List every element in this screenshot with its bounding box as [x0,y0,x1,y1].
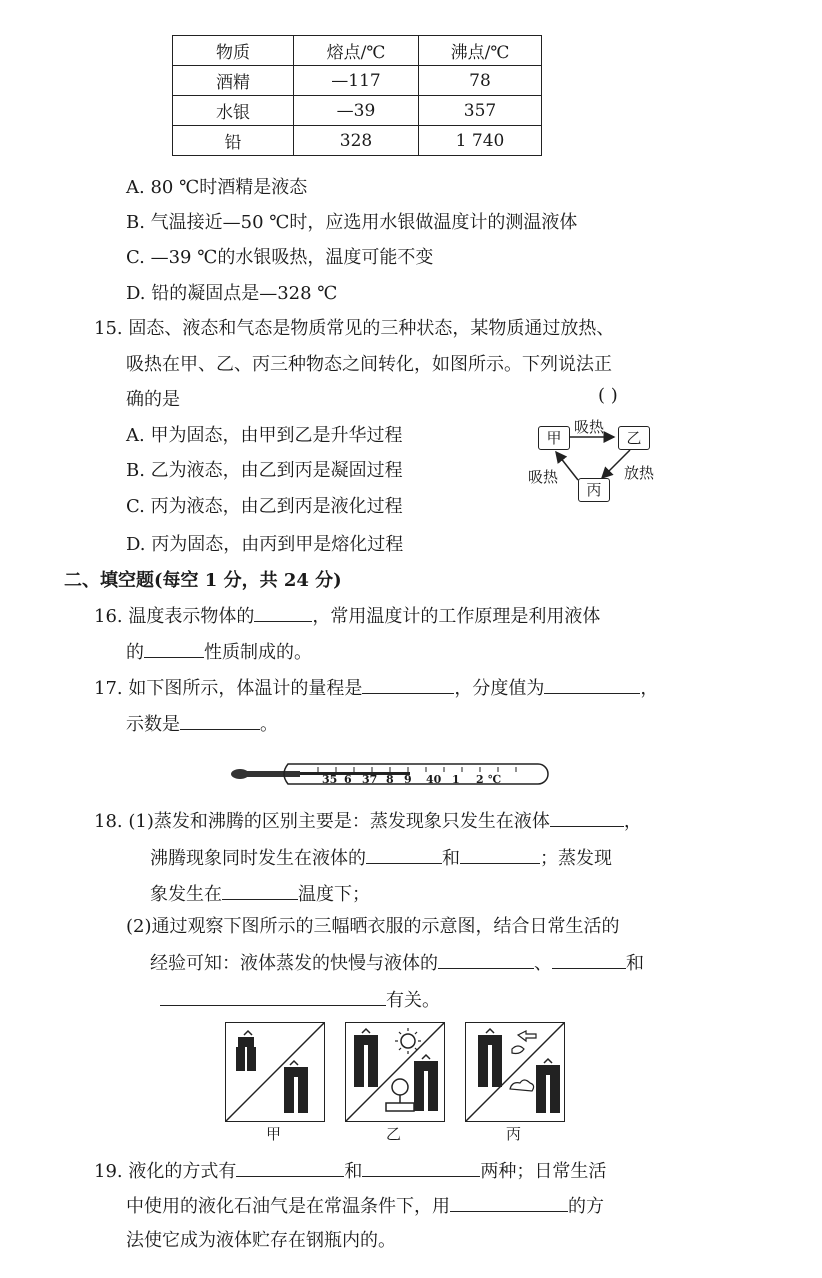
q19-text: 中使用的液化石油气是在常温条件下，用 [126,1195,450,1217]
q18-text: 、 [534,952,552,974]
q18-line3 [150,879,370,906]
scale-tick-label: 6 [344,773,352,786]
blank [366,843,442,864]
scale-tick-label: 40 [426,773,442,786]
blank [438,948,534,969]
table-row [173,96,542,126]
table-header: 熔点/℃ [294,36,419,66]
thermometer-scale [322,773,501,786]
panel-label-jia: 甲 [266,1125,282,1143]
clothes-drying-illustration [466,1023,564,1121]
drying-panel-bing [465,1022,565,1122]
blank [160,985,386,1006]
q17-text: 17. 如下图所示，体温计的量程是 [94,677,363,699]
clinical-thermometer [228,758,558,790]
q18-text: 有关。 [386,989,440,1011]
q15-line3: 确的是 [126,389,180,410]
scale-tick-label: 8 [386,773,394,786]
state-bing: 丙 [578,478,610,502]
q17-text: 。 [260,713,278,735]
blank [450,1191,568,1212]
q15-line2: 吸热在甲、乙、丙三种物态之间转化，如图所示。下列说法正 [126,354,612,375]
label-right-release: 放热 [624,464,655,482]
q16-text: 的 [126,641,144,663]
blank [544,673,640,694]
table-row [173,66,542,96]
blank [180,709,260,730]
q18-text: 象发生在 [150,883,222,905]
q17-text: 示数是 [126,713,180,735]
q16-text: 性质制成的。 [204,641,312,663]
q16-text: ，常用温度计的工作原理是利用液体 [312,605,601,627]
q15-option-a: A. 甲为固态，由甲到乙是升华过程 [126,425,403,446]
state-jia: 甲 [538,426,570,450]
q15-option-c: C. 丙为液态，由乙到丙是液化过程 [126,496,403,517]
q18-text: 和 [626,952,644,974]
table-header: 物质 [173,36,294,66]
label-left-absorb: 吸热 [528,468,559,486]
q18-text: ；蒸发现 [540,847,612,869]
blank [550,806,624,827]
q16-line1 [94,601,600,628]
q17-text: ，分度值为 [454,677,545,699]
panel-label-bing: 丙 [506,1125,522,1143]
q19-line1 [94,1156,606,1183]
q19-line3: 法使它成为液体贮存在钢瓶内的。 [126,1230,396,1251]
scale-tick-label: 35 [322,773,338,786]
scale-tick-label: 9 [404,773,412,786]
q19-text: 和 [344,1160,363,1182]
blank [362,1156,480,1177]
q17-line1 [94,673,658,700]
q15-option-b: B. 乙为液态，由乙到丙是凝固过程 [126,460,403,481]
melting-boiling-table [172,35,542,156]
q18-text: 沸腾现象同时发生在液体的 [150,847,366,869]
q18-line2 [150,843,612,870]
table-row [173,126,542,156]
q17-line2 [126,709,278,736]
q17-text: ， [640,677,659,699]
scale-tick-label: 37 [362,773,378,786]
q19-text: 两种；日常生活 [480,1160,607,1182]
q14-option-a: A. 80 ℃时酒精是液态 [126,177,308,198]
q15-line1: 15. 固态、液态和气态是物质常见的三种状态，某物质通过放热、 [94,318,615,339]
table-cell: 357 [419,96,542,126]
blank [362,673,454,694]
table-cell: 水银 [173,96,294,126]
q16-line2 [126,637,312,664]
table-cell: 78 [419,66,542,96]
blank [552,948,626,969]
table-cell: 酒精 [173,66,294,96]
q18-text: 18. (1)蒸发和沸腾的区别主要是：蒸发现象只发生在液体 [94,810,550,832]
q18-line1 [94,806,642,833]
scale-tick-label: 1 [452,773,460,786]
answer-paren: ( ) [598,385,618,406]
blank [222,879,298,900]
q18-line5 [150,948,644,975]
table-cell: —39 [294,96,419,126]
q14-option-c: C. —39 ℃的水银吸热，温度可能不变 [126,247,434,268]
table-cell: —117 [294,66,419,96]
blank [460,843,540,864]
q18-text: 温度下； [298,883,370,905]
table-header-row [173,36,542,66]
drying-panel-yi [345,1022,445,1122]
section-title: 二、填空题(每空 1 分，共 24 分) [64,570,342,591]
q14-option-d: D. 铅的凝固点是—328 ℃ [126,283,338,304]
q18-text: 经验可知：液体蒸发的快慢与液体的 [150,952,438,974]
q18-text: 和 [442,847,460,869]
scale-tick-label: 2 [476,773,484,786]
q15-option-d: D. 丙为固态，由丙到甲是熔化过程 [126,534,404,555]
table-cell: 1 740 [419,126,542,156]
state-yi: 乙 [618,426,650,450]
blank [236,1156,344,1177]
table-header: 沸点/℃ [419,36,542,66]
q18-line4: (2)通过观察下图所示的三幅晒衣服的示意图，结合日常生活的 [126,916,620,937]
q19-text: 的方 [568,1195,604,1217]
q19-line2 [126,1191,604,1218]
label-top-absorb: 吸热 [574,418,605,436]
blank [144,637,204,658]
drying-panel-jia [225,1022,325,1122]
panel-label-yi: 乙 [386,1125,402,1143]
q16-text: 16. 温度表示物体的 [94,605,255,627]
clothes-drying-illustration [346,1023,444,1121]
blank [254,601,312,622]
state-diagram [520,412,670,504]
scale-unit: ℃ [488,773,502,786]
table-cell: 328 [294,126,419,156]
q18-text: ， [623,810,642,832]
clothes-drying-illustration [226,1023,324,1121]
q18-line6 [160,985,440,1012]
q14-option-b: B. 气温接近—50 ℃时，应选用水银做温度计的测温液体 [126,212,578,233]
q19-text: 19. 液化的方式有 [94,1160,237,1182]
table-cell: 铅 [173,126,294,156]
